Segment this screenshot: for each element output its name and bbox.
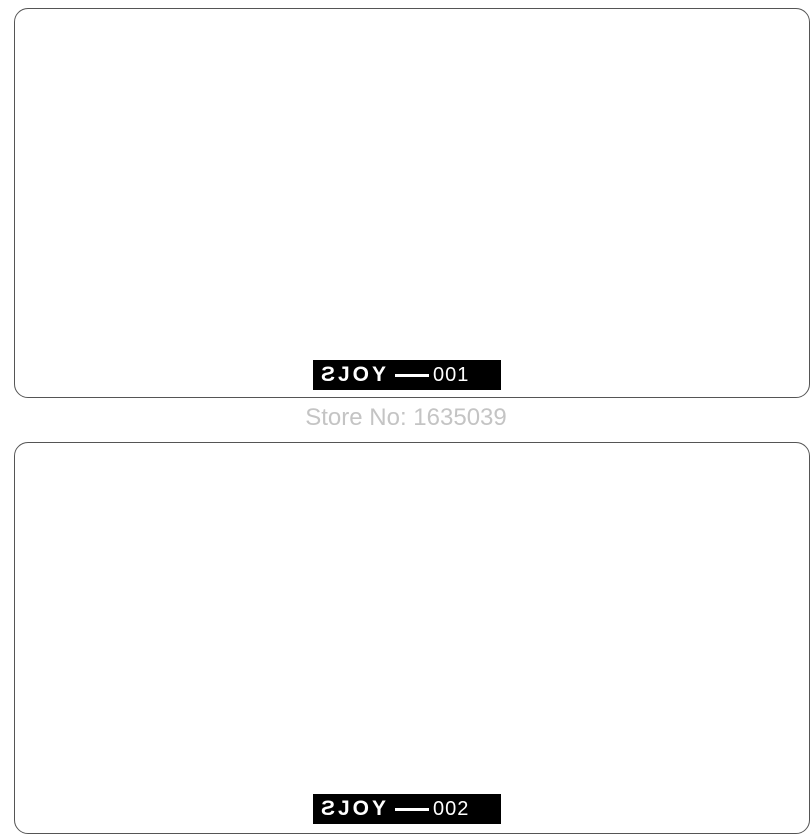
brand-name: ƧJOY <box>321 363 390 386</box>
plate-label-002 <box>313 794 501 824</box>
label-dash <box>395 374 429 377</box>
label-dash <box>395 808 429 811</box>
store-number: Store No: 1635039 <box>305 404 507 431</box>
stamping-plate-002 <box>14 442 810 834</box>
plate-number: 002 <box>433 797 470 820</box>
stamping-plate-001 <box>14 8 810 398</box>
brand-name: ƧJOY <box>321 797 390 820</box>
plate-number: 001 <box>433 363 470 386</box>
plate-label-001 <box>313 360 501 390</box>
